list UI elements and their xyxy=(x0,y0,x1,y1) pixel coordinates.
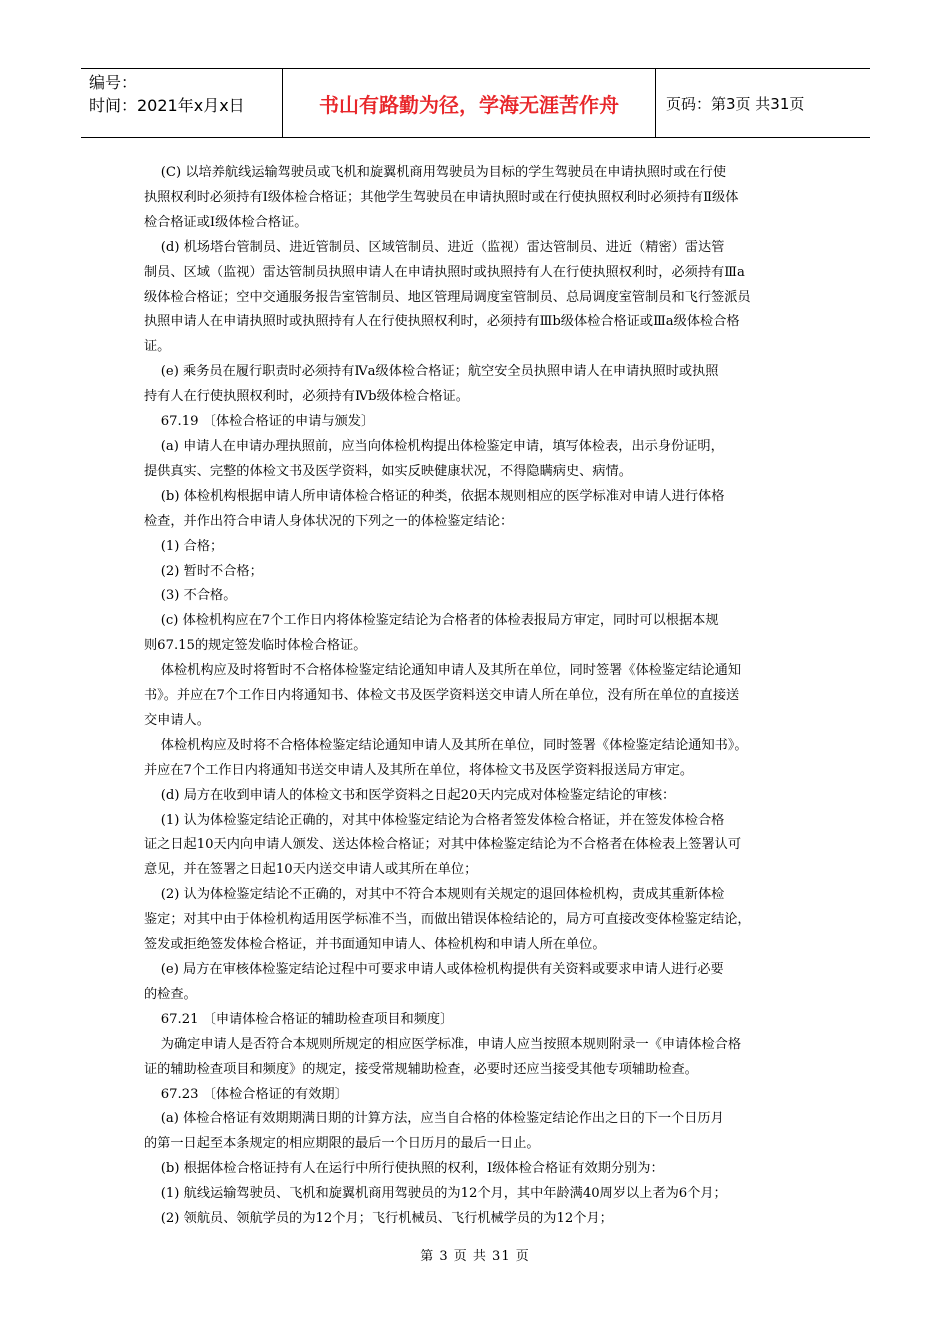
body-line: (b) 根据体检合格证持有人在运行中所行使执照的权利，Ⅰ级体检合格证有效期分别为： xyxy=(144,1161,664,1177)
body-line: 鉴定；对其中由于体检机构适用医学标准不当，而做出错误体检结论的，局方可直接改变体检鉴定结论， xyxy=(144,912,751,928)
body-line: 提供真实、完整的体检文书及医学资料，如实反映健康状况，不得隐瞒病史、病情。 xyxy=(144,463,632,479)
body-line: 意见，并在签署之日起10天内送交申请人或其所在单位； xyxy=(144,862,478,878)
body-line: 证之日起10天内向申请人颁发、送达体检合格证；对其中体检鉴定结论为不合格者在体检表上签署认可 xyxy=(144,837,742,853)
body-line: 体检机构应及时将不合格体检鉴定结论通知申请人及其所在单位，同时签署《体检鉴定结论通知书》。 xyxy=(144,737,748,753)
body-line: (2) 暂时不合格； xyxy=(144,563,263,579)
header-motto: 书山有路勤为径，学海无涯苦作舟 xyxy=(282,69,656,137)
body-line: 执照权利时必须持有Ⅰ级体检合格证；其他学生驾驶员在申请执照时或在行使执照权利时必须持有Ⅱ级体 xyxy=(144,189,739,205)
body-line: 的检查。 xyxy=(144,986,197,1002)
body-line: (d) 局方在收到申请人的体检文书和医学资料之日起20天内完成对体检鉴定结论的审核： xyxy=(144,787,676,803)
body-line: (a) 申请人在申请办理执照前，应当向体检机构提出体检鉴定申请，填写体检表，出示身份证明， xyxy=(144,438,724,454)
body-line: (1) 认为体检鉴定结论正确的，对其中体检鉴定结论为合格者签发体检合格证，并在签发体检合格 xyxy=(144,812,725,828)
body-line: 交申请人。 xyxy=(144,712,210,728)
page-footer: 第 3 页 共 31 页 xyxy=(420,1249,530,1264)
body-line: (1) 航线运输驾驶员、飞机和旋翼机商用驾驶员的为12个月，其中年龄满40周岁以上者为6个月； xyxy=(144,1186,727,1202)
body-line: 证。 xyxy=(144,339,171,355)
header-page-info: 页码：第3页 共31页 xyxy=(666,94,805,113)
body-line: 为确定申请人是否符合本规则所规定的相应医学标准，申请人应当按照本规则附录一《申请体检合格 xyxy=(144,1036,742,1052)
body-line: (3) 不合格。 xyxy=(144,588,237,604)
body-line: 执照申请人在申请执照时或执照持有人在行使执照权利时，必须持有Ⅲb级体检合格证或Ⅲa级体检合格 xyxy=(144,314,740,330)
body-line: 检查，并作出符合申请人身体状况的下列之一的体检鉴定结论： xyxy=(144,513,514,529)
body-line: (c) 体检机构应在7个工作日内将体检鉴定结论为合格者的体检表报局方审定，同时可以根据本规 xyxy=(144,613,719,629)
document-number-label: 编号： xyxy=(89,73,138,92)
body-line: (C) 以培养航线运输驾驶员或飞机和旋翼机商用驾驶员为目标的学生驾驶员在申请执照时或在行使 xyxy=(144,165,727,180)
body-line: 级体检合格证；空中交通服务报告室管制员、地区管理局调度室管制员、总局调度室管制员和飞行签派员 xyxy=(144,289,751,305)
document-date: 时间：2021年x月x日 xyxy=(89,96,245,115)
header-meta xyxy=(81,69,282,137)
body-line: 并应在7个工作日内将通知书送交申请人及其所在单位，将体检文书及医学资料报送局方审定。 xyxy=(144,762,694,778)
page-header xyxy=(81,68,870,138)
body-line: (d) 机场塔台管制员、进近管制员、区域管制员、进近（监视）雷达管制员、进近（精密）雷达管 xyxy=(144,239,725,255)
body-line: (b) 体检机构根据申请人所申请体检合格证的种类，依据本规则相应的医学标准对申请人进行体格 xyxy=(144,488,725,504)
body-line: (1) 合格； xyxy=(144,538,224,554)
body-line: 67.21 〔申请体检合格证的辅助检查项目和频度〕 xyxy=(144,1011,454,1027)
document-body xyxy=(144,161,808,1232)
body-line: 制员、区域（监视）雷达管制员执照申请人在申请执照时或执照持有人在行使执照权利时，必须持有Ⅲa xyxy=(144,264,745,280)
body-line: (e) 局方在审核体检鉴定结论过程中可要求申请人或体检机构提供有关资料或要求申请人进行必要 xyxy=(144,962,724,977)
body-line: (2) 领航员、领航学员的为12个月；飞行机械员、飞行机械学员的为12个月； xyxy=(144,1211,613,1227)
body-line: 67.19 〔体检合格证的申请与颁发〕 xyxy=(144,414,375,430)
body-line: 体检机构应及时将暂时不合格体检鉴定结论通知申请人及其所在单位，同时签署《体检鉴定结论通知 xyxy=(144,663,742,679)
body-line: 书》。并应在7个工作日内将通知书、体检文书及医学资料送交申请人所在单位，没有所在单位的直接送 xyxy=(144,688,740,704)
body-line: 则67.15的规定签发临时体检合格证。 xyxy=(144,638,367,654)
body-line: 签发或拒绝签发体检合格证，并书面通知申请人、体检机构和申请人所在单位。 xyxy=(144,937,606,953)
body-line: 持有人在行使执照权利时，必须持有Ⅳb级体检合格证。 xyxy=(144,389,469,405)
body-line: (e) 乘务员在履行职责时必须持有Ⅳa级体检合格证；航空安全员执照申请人在申请执照时或执照 xyxy=(144,364,719,380)
body-line: 的第一日起至本条规定的相应期限的最后一个日历月的最后一日止。 xyxy=(144,1136,540,1152)
body-line: 检合格证或Ⅰ级体检合格证。 xyxy=(144,214,308,230)
body-line: (2) 认为体检鉴定结论不正确的，对其中不符合本规则有关规定的退回体检机构，责成其重新体检 xyxy=(144,887,725,903)
body-line: (a) 体检合格证有效期期满日期的计算方法，应当自合格的体检鉴定结论作出之日的下一个日历月 xyxy=(144,1111,724,1127)
body-line: 证的辅助检查项目和频度》的规定，接受常规辅助检查，必要时还应当接受其他专项辅助检查。 xyxy=(144,1061,698,1077)
body-line: 67.23 〔体检合格证的有效期〕 xyxy=(144,1086,348,1102)
